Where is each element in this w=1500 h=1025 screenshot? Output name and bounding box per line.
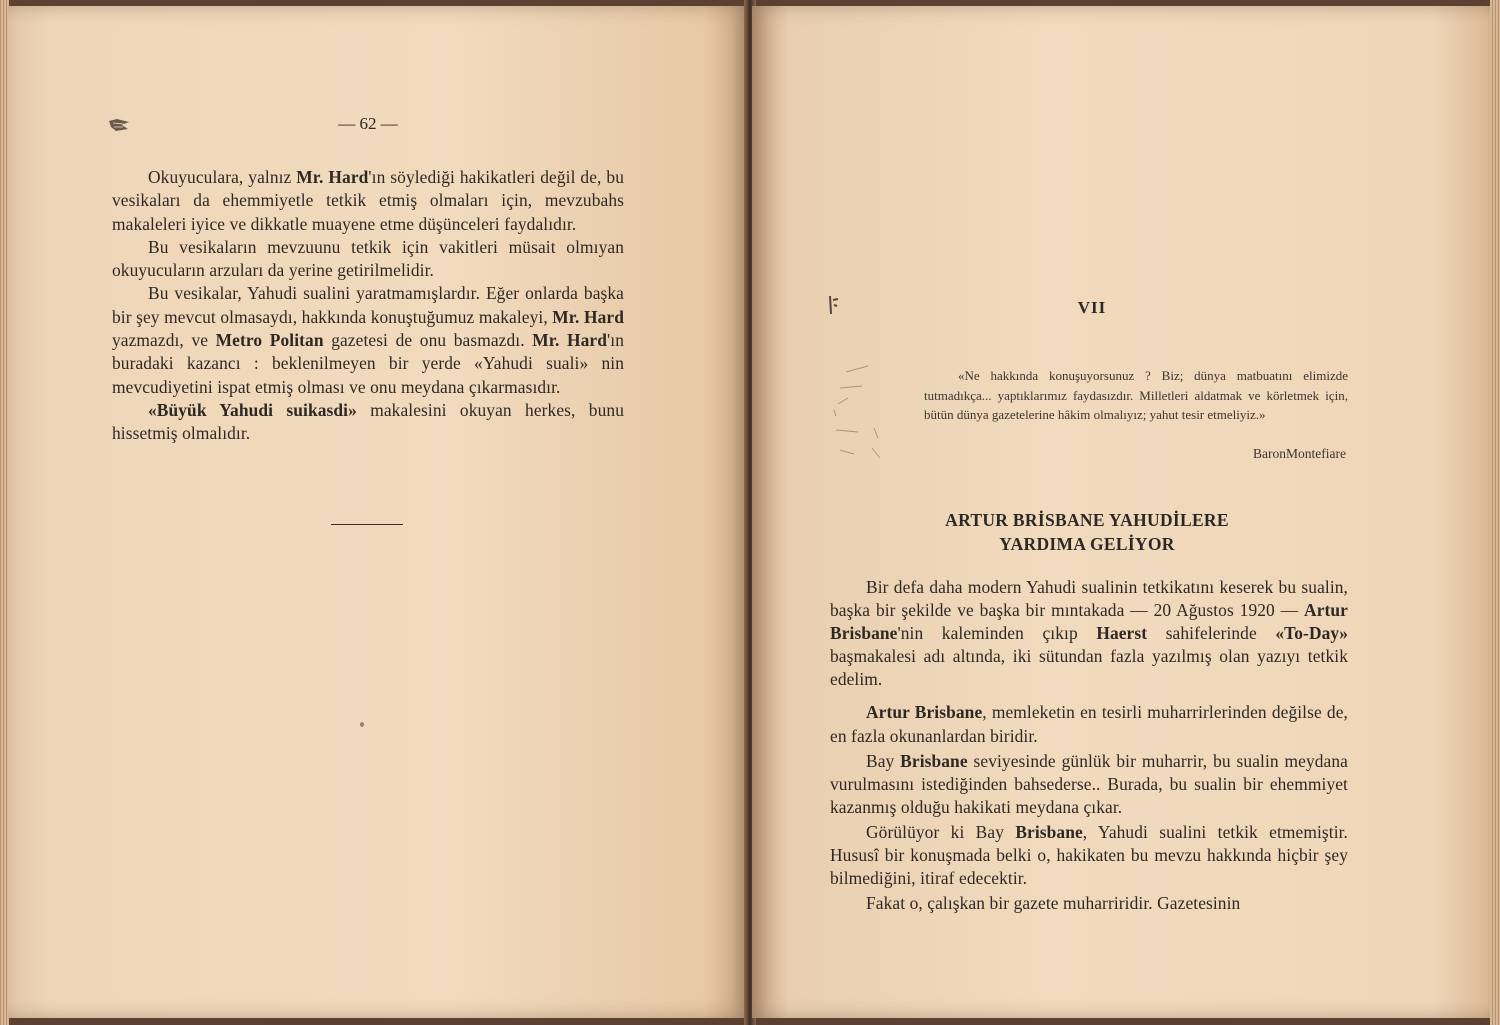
right-page [752, 6, 1492, 1018]
paragraph: Okuyuculara, yalnız Mr. Hard'ın söylediği hakikatleri değil de, bu vesikaları da ehemmiyetle tetkik etmiş olmaları için, mevzubahs makaleleri iyice ve dikkatle muayene etme düşünceleri faydalıdır. [112, 167, 625, 234]
epigraph-author: BaronMontefiare [1253, 446, 1346, 461]
epigraph-text: «Ne hakkında konuşuyorsunuz ? Biz; dünya matbuatını elimizde tutmadıkça... yaptıklarımız faydasızdır. Milletleri aldatmak ve körletmek için, bütün dünya gazetelerine hâkim olmalıyız; yahut tesir etmeliyiz.» [924, 368, 1348, 422]
ornament-icon [108, 118, 130, 132]
epigraph [924, 366, 1348, 425]
heading-line: ARTUR BRİSBANE YAHUDİLERE [945, 510, 1229, 530]
paragraph: Bir defa daha modern Yahudi sualinin tetkikatını keserek bu sualin, başka bir şekilde ve başka bir mıntakada — 20 Ağustos 1920 — Artur Brisbane'nin kaleminden çıkıp Haerst sahifelerinde «To-Day» başmakalesi adı altında, iki sütundan fazla yazılmış olan yazıyı tetkik edelim. [830, 577, 1348, 690]
page-edges-right [1490, 0, 1500, 1025]
paragraph: Görülüyor ki Bay Brisbane, Yahudi sualini tetkik etmemiştir. Hususî bir konuşmada belki o, hakikaten bu mevzu hakkında hiçbir şey bilmediğini, itiraf edecektir. [830, 821, 1349, 889]
paragraph: «Büyük Yahudi suikasdi» makalesini okuyan herkes, bunu hissetmiş olmalıdır. [112, 399, 624, 444]
paragraph: Bu vesikalar, Yahudi sualini yaratmamışlardır. Eğer onlarda başka bir şey mevcut olmasaydı, hakkında konuştuğumuz makaleyi, Mr. Hard yazmazdı, ve Metro Politan gazetesi de onu basmazdı. Mr. Hard'ın buradaki kazancı : beklenilmeyen bir yerde «Yahudi suali» nin mevcudiyetini ispat etmiş olması ve onu meydana çıkarmasıdır. [112, 283, 624, 397]
section-divider [331, 524, 403, 525]
paragraph: Artur Brisbane, memleketin en tesirli muharrirlerinden değilse de, en fazla okunanlardan biridir. [830, 702, 1348, 746]
heading-line: YARDIMA GELİYOR [999, 534, 1175, 554]
right-body-text [830, 576, 1348, 917]
paragraph: Bay Brisbane seviyesinde günlük bir muharrir, bu sualin meydana vurulmasını istediğinden bahsederse.. Burada, bu sualin bir ehemmiyet kazanmış olduğu hakikati meydana çıkar. [830, 750, 1348, 817]
left-body-text [112, 166, 624, 446]
chapter-number: VII [1077, 298, 1107, 317]
paper-speck [360, 722, 364, 727]
faded-stamp-icon [828, 358, 888, 468]
chapter-heading [882, 508, 1292, 556]
stamp-mark-icon [828, 294, 842, 316]
paragraph: Fakat o, çalışkan bir gazete muharriridir. Gazetesinin [866, 893, 1241, 914]
left-page [8, 6, 748, 1018]
paragraph: Bu vesikaların mevzuunu tetkik için vakitleri müsait olmıyan okuyucuların arzuları da yerine getirilmelidir. [112, 236, 624, 281]
page-number: — 62 — [338, 114, 398, 133]
